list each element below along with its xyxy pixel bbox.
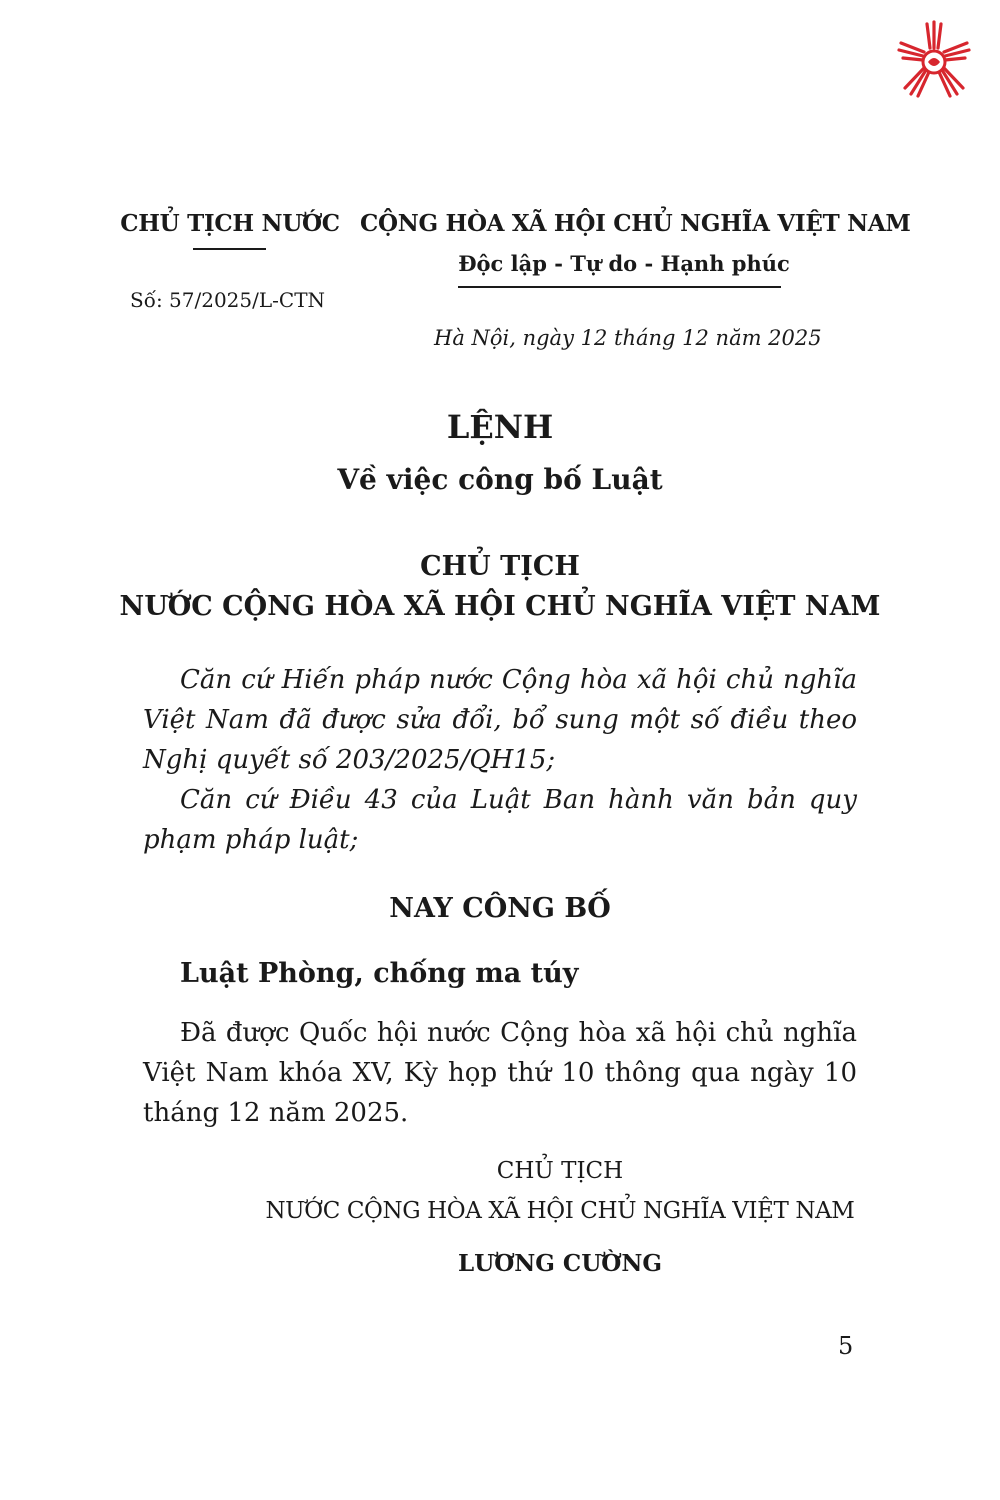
passage-line: Việt Nam khóa XV, Kỳ họp thứ 10 thông qua ngày 10 [143, 1058, 857, 1088]
legal-basis [143, 660, 857, 860]
motto-underline [458, 286, 781, 288]
basis-line: Việt Nam đã được sửa đổi, bổ sung một số điều theo [143, 705, 857, 735]
document-title: LỆNH [446, 408, 554, 446]
law-name: Luật Phòng, chống ma túy [180, 958, 579, 989]
document-subtitle: Về việc công bố Luật [337, 463, 663, 496]
passage [143, 1013, 857, 1133]
signer-name: LƯƠNG CƯỜNG [457, 1250, 662, 1277]
issuer-title: CHỦ TỊCH NƯỚC [120, 210, 340, 237]
basis-line: phạm pháp luật; [143, 825, 359, 855]
document-number: Số: 57/2025/L-CTN [130, 288, 326, 312]
signature-nation: NƯỚC CỘNG HÒA XÃ HỘI CHỦ NGHĨA VIỆT NAM [265, 1198, 855, 1224]
promulgation-heading: NAY CÔNG BỐ [389, 893, 611, 924]
authority-title: CHỦ TỊCH [420, 551, 580, 582]
basis-line: Nghị quyết số 203/2025/QH15; [143, 745, 556, 775]
publisher-logo-icon [893, 18, 975, 100]
issuer-underline [193, 248, 266, 250]
nation-title: CỘNG HÒA XÃ HỘI CHỦ NGHĨA VIỆT NAM [360, 210, 911, 237]
page-number: 5 [838, 1332, 854, 1360]
basis-line: Căn cứ Hiến pháp nước Cộng hòa xã hội chủ nghĩa [180, 665, 857, 695]
basis-line: Căn cứ Điều 43 của Luật Ban hành văn bản quy [180, 785, 857, 815]
passage-line: Đã được Quốc hội nước Cộng hòa xã hội chủ nghĩa [180, 1018, 857, 1048]
signature-title: CHỦ TỊCH [496, 1158, 624, 1184]
national-motto: Độc lập - Tự do - Hạnh phúc [458, 251, 790, 276]
authority-nation: NƯỚC CỘNG HÒA XÃ HỘI CHỦ NGHĨA VIỆT NAM [119, 591, 881, 622]
place-and-date: Hà Nội, ngày 12 tháng 12 năm 2025 [434, 326, 822, 350]
passage-line: tháng 12 năm 2025. [143, 1098, 409, 1128]
